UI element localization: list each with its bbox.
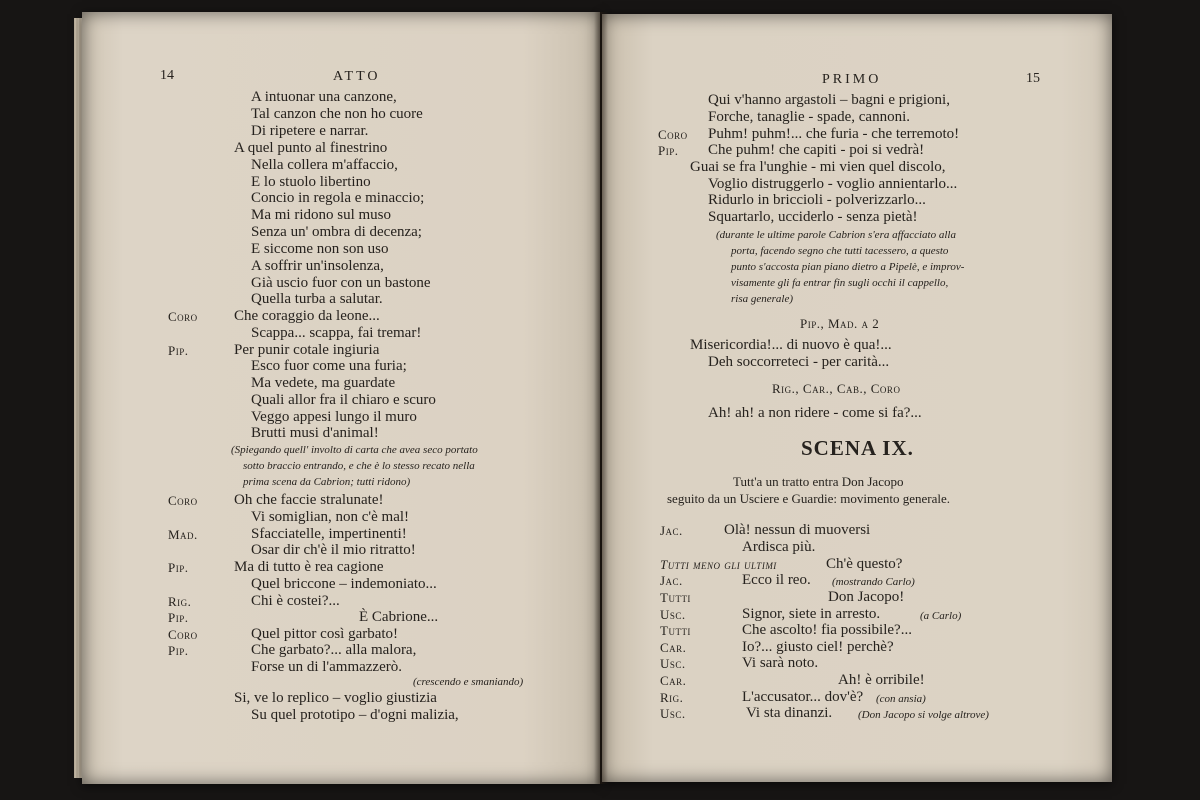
speaker-label: Pip. [168,343,189,358]
speaker-label: Usc. [660,656,686,671]
stage-direction: (Don Jacopo si volge altrove) [858,709,989,721]
speaker-label: Pip. [168,643,189,658]
verse-line: Tal canzon che non ho cuore [251,106,423,122]
speaker-label: Coro [658,127,688,142]
verse-line: Sfacciatelle, impertinenti! [251,526,407,542]
verse-line: Signor, siete in arresto. [742,606,881,622]
stage-direction: (Spiegando quell' involto di carta che avea seco portato [231,444,478,456]
verse-line: Per punir cotale ingiuria [234,342,380,358]
verse-line: Che puhm! che capiti - poi si vedrà! [708,142,925,158]
verse-line: Senza un' ombra di decenza; [251,224,422,240]
speaker-label: Pip. [168,610,189,625]
speaker-label: Car. [660,673,687,688]
verse-line: E lo stuolo libertino [251,174,371,190]
verse-line: Quel pittor così garbato! [251,626,399,642]
verse-line: Veggo appesi lungo il muro [251,409,417,425]
speaker-label: Tutti [660,590,691,605]
verse-line: Ridurlo in briccioli - polverizzarlo... [708,192,926,208]
verse-line: Nella collera m'affaccio, [251,157,398,173]
speaker-label: Coro [168,309,198,324]
stage-direction: sotto braccio entrando, e che è lo stesso recato nella [243,460,475,472]
speaker-label: Tutti [660,623,691,638]
stage-direction: visamente gli fa entrar fin sugli occhi il cappello, [731,277,949,289]
verse-line: Chi è costei?... [251,593,340,609]
verse-line: Olà! nessun di muoversi [724,522,871,538]
speaker-label: Coro [168,493,198,508]
running-header-right: PRIMO [822,72,882,87]
verse-line: Ma di tutto è rea cagione [234,559,384,575]
verse-line: L'accusator... dov'è? [742,689,864,705]
verse-line: Che ascolto! fia possibile?... [742,622,912,638]
speaker-label: Usc. [660,607,686,622]
verse-line: A intuonar una canzone, [251,89,397,105]
verse-line: Osar dir ch'è il mio ritratto! [251,542,416,558]
verse-line: Di ripetere e narrar. [251,123,369,139]
verse-line: Deh soccorreteci - per carità... [708,354,890,370]
verse-line: Si, ve lo replico – voglio giustizia [234,690,437,706]
verse-line: È Cabrione... [359,609,439,625]
verse-line: Scappa... scappa, fai tremar! [251,325,422,341]
speaker-label: Coro [168,627,198,642]
page-number-right: 15 [1026,71,1040,86]
verse-line: Ma mi ridono sul muso [251,207,392,223]
speaker-label: Jac. [660,523,683,538]
verse-line: A soffrir un'insolenza, [251,258,384,274]
scene-title: SCENA IX. [801,436,914,460]
speaker-label: Pip. [168,560,189,575]
speaker-label: Tutti meno gli ultimi [660,557,777,572]
stage-direction: (con ansia) [876,693,926,705]
verse-line: Vi sarà noto. [742,655,819,671]
verse-line: Ah! ah! a non ridere - come si fa?... [708,405,922,421]
verse-line: Io?... giusto ciel! perchè? [742,639,894,655]
scene-description: Tutt'a un tratto entra Don Jacopo [733,474,904,489]
duet-heading: Pip., Mad. a 2 [800,316,880,331]
speaker-label: Rig. [168,594,192,609]
stage-direction: (mostrando Carlo) [832,576,915,588]
speaker-label: Mad. [168,527,198,542]
book-gutter [594,12,608,784]
running-header-left: ATTO [333,69,381,84]
verse-line: Su quel prototipo – d'ogni malizia, [251,707,459,723]
verse-line: Guai se fra l'unghie - mi vien quel discolo, [690,159,946,175]
verse-line: E siccome non son uso [251,241,389,257]
page-number-left: 14 [160,68,174,83]
verse-line: Oh che faccie stralunate! [234,492,384,508]
verse-line: Vi somiglian, non c'è mal! [251,509,410,525]
verse-line: Squartarlo, ucciderlo - senza pietà! [708,209,918,225]
stage-direction: (a Carlo) [920,610,962,622]
verse-line: Ecco il reo. [742,572,811,588]
verse-line: Quali allor fra il chiaro e scuro [251,392,436,408]
speaker-label: Rig. [660,690,684,705]
scene-description: seguito da un Usciere e Guardie: movimento generale. [667,491,951,506]
verse-line: Che coraggio da leone... [234,308,380,324]
verse-line: Esco fuor come una furia; [251,358,407,374]
verse-line: Brutti musi d'animal! [251,425,379,441]
verse-line: Concio in regola e minaccio; [251,190,425,206]
stage-direction: (crescendo e smaniando) [413,676,524,688]
chorus-heading: Rig., Car., Cab., Coro [772,381,901,396]
speaker-label: Jac. [660,573,683,588]
speaker-label: Car. [660,640,687,655]
verse-line: Qui v'hanno argastoli – bagni e prigioni, [708,92,950,108]
verse-line: Ch'è questo? [826,556,903,572]
stage-direction: (durante le ultime parole Cabrion s'era affacciato alla [716,229,956,241]
stage-direction: porta, facendo segno che tutti tacessero, a questo [731,245,949,257]
verse-line: Voglio distruggerlo - voglio annientarlo... [708,176,958,192]
verse-line: Forche, tanaglie - spade, cannoni. [708,109,911,125]
verse-line: Quel briccone – indemoniato... [251,576,437,592]
verse-line: Ah! è orribile! [838,672,925,688]
stage-direction: punto s'accosta pian piano dietro a Pipelè, e improv- [731,261,965,273]
speaker-label: Usc. [660,706,686,721]
verse-line: Che garbato?... alla malora, [251,642,417,658]
verse-line: Misericordia!... di nuovo è qua!... [690,337,892,353]
verse-line: Don Jacopo! [828,589,905,605]
verse-line: Puhm! puhm!... che furia - che terremoto! [708,126,960,142]
speaker-label: Pip. [658,143,679,158]
stage-direction: prima scena da Cabrion; tutti ridono) [243,476,411,488]
verse-line: Quella turba a salutar. [251,291,383,307]
verse-line: Ardisca più. [742,539,816,555]
verse-line: Ma vedete, ma guardate [251,375,396,391]
verse-line: Forse un di l'ammazzerò. [251,659,402,675]
verse-line: A quel punto al finestrino [234,140,388,156]
verse-line: Già uscio fuor con un bastone [251,275,431,291]
stage-direction: risa generale) [731,293,794,305]
verse-line: Vi sta dinanzi. [746,705,833,721]
